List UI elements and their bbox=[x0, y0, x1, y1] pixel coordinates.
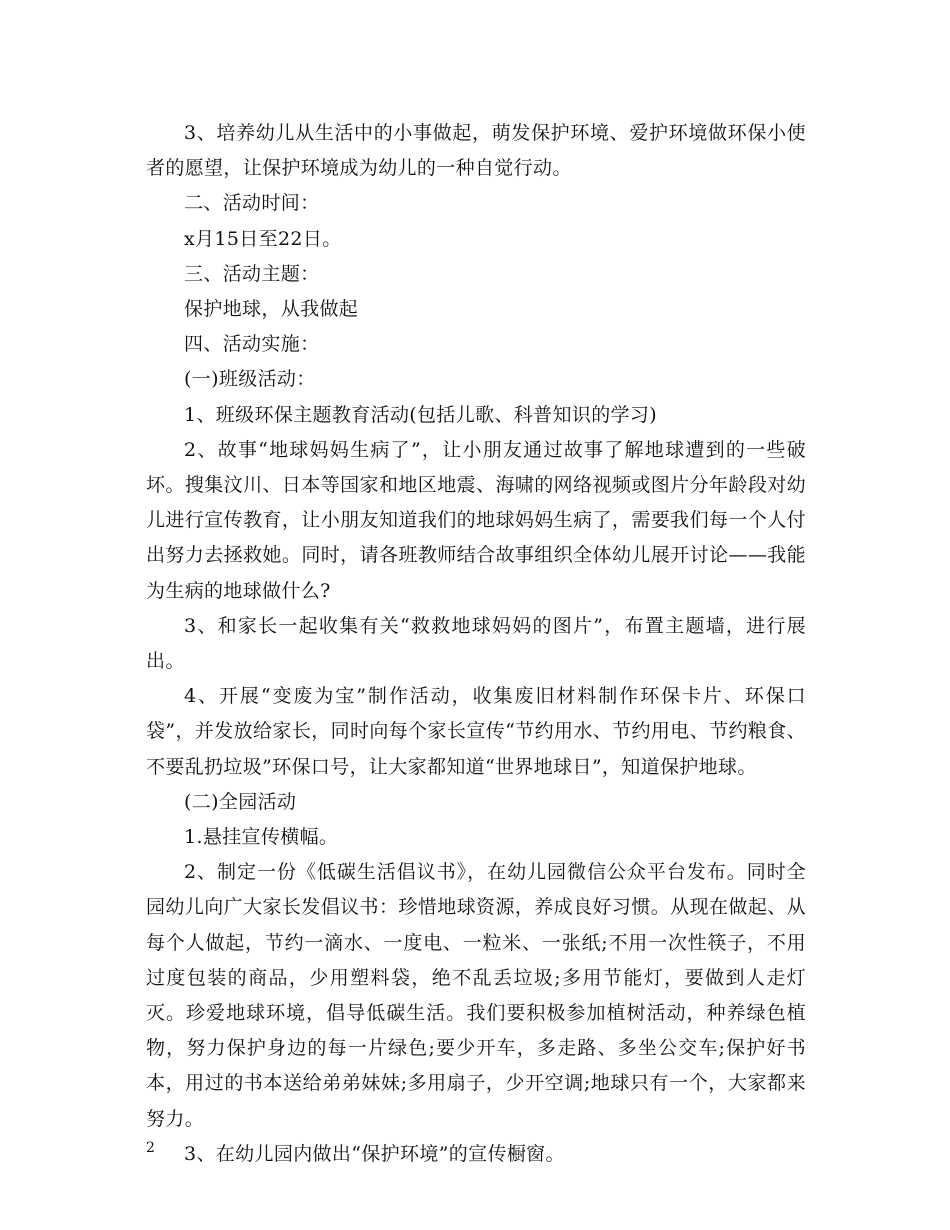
paragraph-goal-3: 3、培养幼儿从生活中的小事做起，萌发保护环境、爱护环境做环保小使者的愿望，让保护环境成为幼儿的一种自觉行动。 bbox=[146, 122, 806, 180]
heading-activity-time: 二、活动时间： bbox=[184, 192, 320, 215]
paragraph-class-item-3: 3、和家长一起收集有关“救救地球妈妈的图片”，布置主题墙，进行展出。 bbox=[146, 614, 806, 673]
paragraph-school-item-3: 3、在幼儿园内做出“保护环境”的宣传橱窗。 bbox=[184, 1142, 565, 1165]
heading-school-activities: (二)全园活动 bbox=[184, 790, 297, 813]
paragraph-school-item-2: 2、制定一份《低碳生活倡议书》，在幼儿园微信公众平台发布。同时全园幼儿向广大家长发倡议书：珍惜地球资源，养成良好习惯。从现在做起、从每个人做起，节约一滴水、一度电、一粒米、一张纸;不用一次性筷子，不用过度包装的商品，少用塑料袋，绝不乱丢垃圾;多用节能灯，要做到人走灯灭。珍爱地球环境，倡导低碳生活。我们要积极参加植树活动，种养绿色植物，努力保护身边的每一片绿色;要少开车，多走路、多坐公交车;保护好书本，用过的书本送给弟弟妹妹;多用扇子，少开空调;地球只有一个，大家都来努力。 bbox=[146, 861, 806, 1130]
heading-activity-theme: 三、活动主题： bbox=[184, 262, 320, 285]
document-body bbox=[146, 116, 806, 1172]
paragraph-school-item-1: 1.悬挂宣传横幅。 bbox=[184, 826, 339, 849]
paragraph-activity-date: x月15日至22日。 bbox=[184, 227, 342, 250]
paragraph-class-item-1: 1、班级环保主题教育活动(包括儿歌、科普知识的学习) bbox=[184, 403, 658, 426]
paragraph-class-item-4: 4、开展“变废为宝”制作活动，收集废旧材料制作环保卡片、环保口袋”，并发放给家长，同时向每个家长宣传“节约用水、节约用电、节约粮食、不要乱扔垃圾”环保口号，让大家都知道“世界地球日”，知道保护地球。 bbox=[146, 685, 806, 778]
paragraph-activity-theme: 保护地球，从我做起 bbox=[184, 298, 359, 321]
heading-activity-implementation: 四、活动实施： bbox=[184, 333, 320, 356]
heading-class-activities: (一)班级活动： bbox=[184, 368, 316, 391]
paragraph-class-item-2: 2、故事“地球妈妈生病了”，让小朋友通过故事了解地球遭到的一些破坏。搜集汶川、日本等国家和地区地震、海啸的网络视频或图片分年龄段对幼儿进行宣传教育，让小朋友知道我们的地球妈妈生病了，需要我们每一个人付出努力去拯救她。同时，请各班教师结合故事组织全体幼儿展开讨论——我能为生病的地球做什么? bbox=[146, 438, 806, 602]
page-number: 2 bbox=[146, 1140, 155, 1156]
